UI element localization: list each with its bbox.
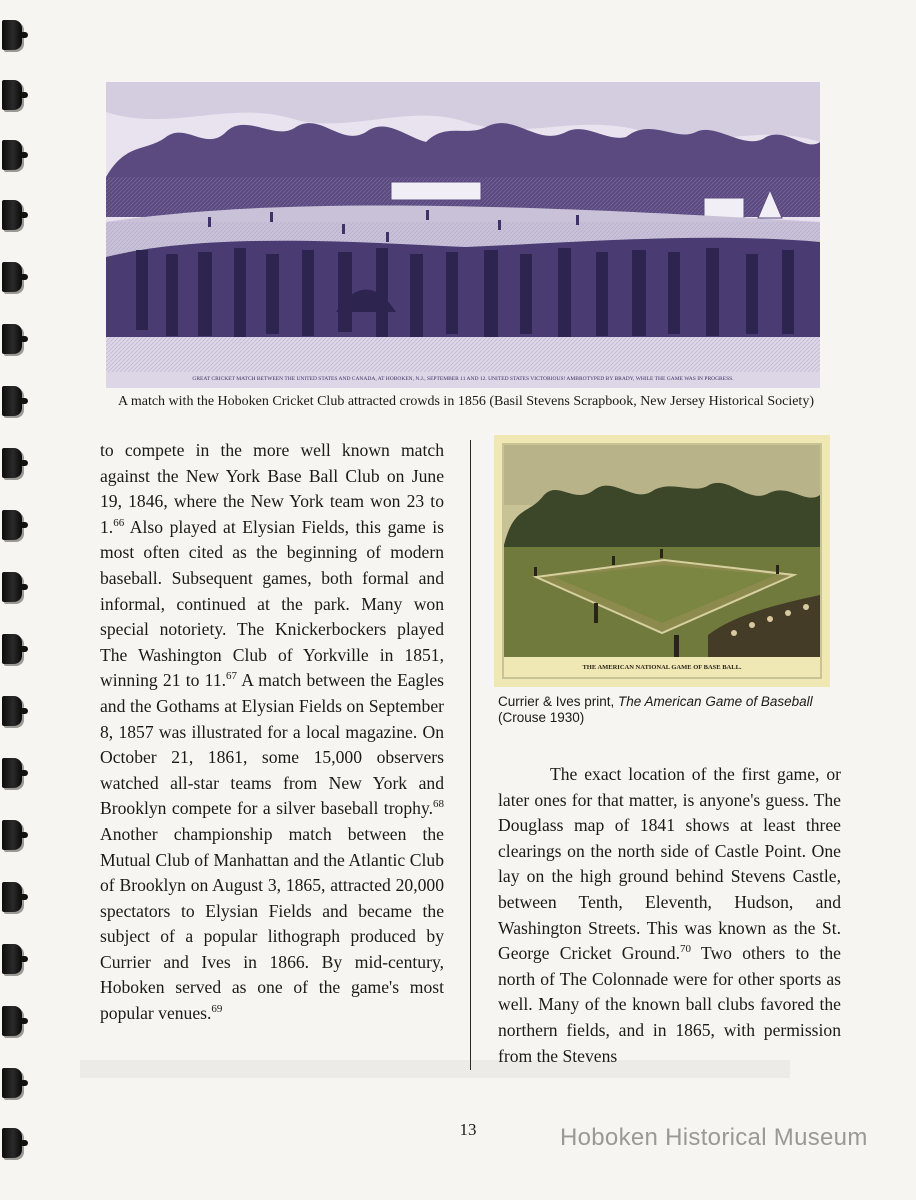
footnote-ref-69: 69 (211, 1003, 223, 1016)
footnote-ref-68: 68 (433, 798, 444, 811)
print-title: THE AMERICAN NATIONAL GAME OF BASE BALL. (582, 664, 742, 671)
top-figure-caption: A match with the Hoboken Cricket Club attracted crowds in 1856 (Basil Stevens Scrapbook, New Jersey Historical Society) (118, 394, 814, 409)
left-column-text: to compete in the more well known match against the New York Base Ball Club on June 19, 1846, where the New York team won 23 to 1.66 Also played at Elysian Fields, this game is most often cited as the beginning of modern baseball. Subsequent games, both formal and informal, continued at the park. Many won special notoriety. The Knickerbockers played The Washington Club of Yorkville in 1851, winning 21 to 11.67 A match between the Eagles and the Gothams at Elysian Fields on September 8, 1857 was illustrated for a local magazine. On October 21, 1861, some 15,000 observers watched all-star teams from New York and Brooklyn compete for a silver baseball trophy.$^{68}$ Another championship match between the Mutual Club of Manhattan and the Atlantic Club of Brooklyn on August 3, 1865, attracted 20,000 spectators to Elysian Fields and became the subject of a popular lithograph produced by Currier and Ives in 1866. By mid-century, Hoboken served as one of the game's most popular venues.$^{69}$ (100, 440, 445, 1024)
footnote-ref-70: 70 (679, 943, 691, 956)
spiral-binding (0, 0, 30, 1200)
footnote-ref-67: 67 (226, 670, 238, 683)
page-number: 13 (459, 1120, 477, 1139)
footnote-ref-66: 66 (113, 516, 125, 529)
column-divider (470, 440, 471, 1070)
cricket-match-engraving (106, 82, 820, 388)
bleed-through (80, 1060, 790, 1078)
right-figure-caption: Currier & Ives print, The American Game of Baseball (Crouse 1930) (498, 694, 813, 725)
museum-watermark: Hoboken Historical Museum (560, 1124, 868, 1151)
currier-ives-print (494, 435, 830, 687)
right-column-text: The exact location of the first game, or later ones for that matter, is anyone's guess. The Douglass map of 1841 shows at least three clearings on the north side of Castle Point. One lay on the high ground behind Stevens Castle, between Tenth, Eleventh, Hudson, and Washington Streets. This was known as the St. George Cricket Ground.$^{70}$ Two others to the north of The Colonnade were for other sports as well. Many of the known ball clubs favored the northern fields, and in 1865, with permission from the Stevens (498, 764, 841, 1066)
engraving-caption: GREAT CRICKET MATCH BETWEEN THE UNITED STATES AND CANADA, AT HOBOKEN, N.J., SEPTEMBER 11 AND 12. UNITED STATES VICTORIOUS! AMBROTYPED BY BRADY, WHILE THE GAME WAS IN PROGRESS. (192, 376, 734, 382)
